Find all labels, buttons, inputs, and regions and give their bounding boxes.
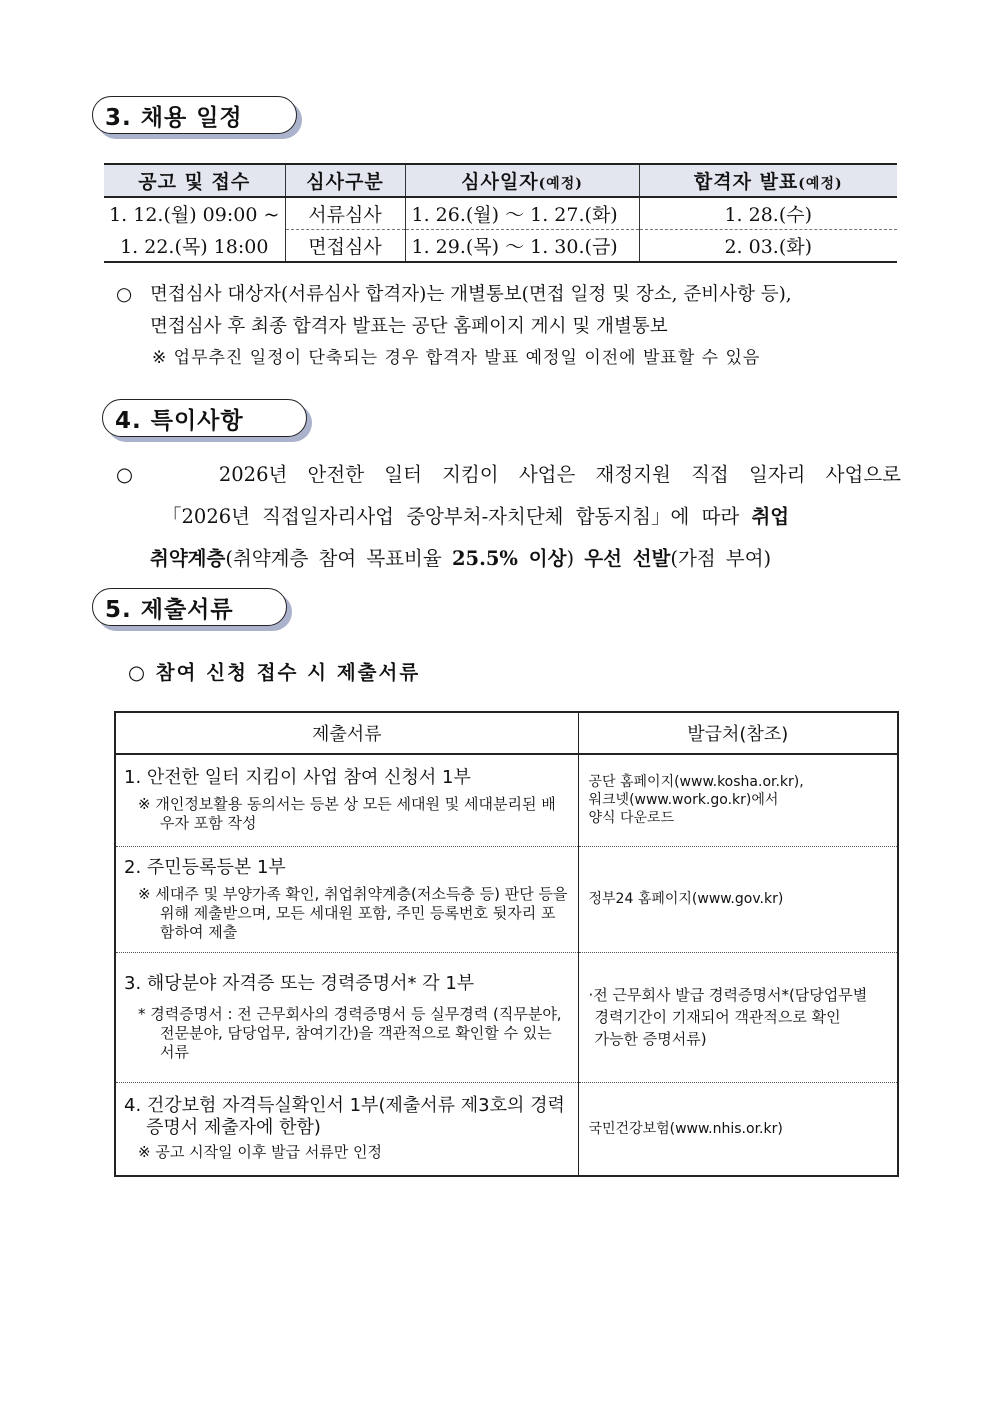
issuer-cell bbox=[578, 754, 898, 846]
section-3-heading bbox=[92, 96, 297, 134]
document-note: ※ 세대주 및 부양가족 확인, 취업취약계층(저소득층 등) 판단 등을 위해 제출받으며, 모든 세대원 포함, 주민 등록번호 뒷자리 포함하여 제출 bbox=[138, 884, 568, 941]
documents-table bbox=[114, 711, 899, 1177]
document-title: 2. 주민등록등본 1부 bbox=[124, 856, 286, 878]
sec4-line3d: ) bbox=[566, 547, 585, 570]
document-note: ※ 개인정보활용 동의서는 등본 상 모든 세대원 및 세대분리된 배우자 포함 작성 bbox=[138, 795, 556, 833]
sec4-line3f: (가점 부여) bbox=[670, 547, 772, 570]
sec4-line1-row bbox=[116, 454, 901, 496]
issuer-cell bbox=[578, 1082, 898, 1176]
issuer-line: ·전 근무회사 발급 경력증명서*(담당업무별 bbox=[588, 986, 868, 1004]
document-title: 3. 해당분야 자격증 또는 경력증명서* 각 1부 bbox=[124, 972, 475, 994]
issuer-line: 경력기간이 기재되어 객관적으로 확인 bbox=[594, 1008, 841, 1026]
sec4-line3a: 취약계층 bbox=[150, 547, 226, 570]
documents-header-row bbox=[115, 712, 898, 754]
sec3-bullet-line1: 면접심사 대상자(서류심사 합격자)는 개별통보(면접 일정 및 장소, 준비사항 등), bbox=[150, 284, 792, 305]
header-notice: 공고 및 접수 bbox=[104, 164, 285, 197]
issuer-line: 공단 홈페이지(www.kosha.or.kr), bbox=[588, 774, 804, 791]
document-row bbox=[115, 952, 898, 1082]
header-date-tentative: (예정) bbox=[538, 176, 583, 192]
bullet-mark: ○ bbox=[116, 284, 133, 305]
issuer-line: 워크넷(www.work.go.kr)에서 bbox=[588, 792, 779, 809]
sec4-line2-row bbox=[116, 496, 901, 538]
document-cell bbox=[115, 1082, 578, 1176]
sec4-line2b: 취업 bbox=[751, 505, 790, 528]
sec5-subhead: ○ 참여 신청 접수 시 제출서류 bbox=[128, 661, 421, 684]
sec4-line3c: 25.5% 이상 bbox=[451, 547, 567, 570]
announce-date: 1. 28.(수) bbox=[639, 197, 897, 230]
header-type: 심사구분 bbox=[285, 164, 405, 197]
notice-start: 1. 12.(월) 09:00 ~ bbox=[109, 204, 280, 227]
sec4-line3-row bbox=[116, 538, 901, 580]
issuer-line: 국민건강보험(www.nhis.or.kr) bbox=[588, 1120, 783, 1137]
document-title: 1. 안전한 일터 지킴이 사업 참여 신청서 1부 bbox=[124, 767, 471, 789]
sec4-line1: 2026년 안전한 일터 지킴이 사업은 재정지원 직접 일자리 사업으로 bbox=[218, 463, 901, 486]
header-announce bbox=[639, 164, 897, 197]
issuer-line: 가능한 증명서류) bbox=[594, 1030, 707, 1048]
sec4-paragraph bbox=[116, 454, 901, 580]
document-row bbox=[115, 846, 898, 952]
section-4-title: 4. 특이사항 bbox=[115, 407, 244, 434]
section-5-heading bbox=[92, 588, 287, 626]
section-3-title: 3. 채용 일정 bbox=[105, 104, 243, 131]
schedule-header-row bbox=[104, 164, 897, 197]
document-note: ※ 공고 시작일 이후 발급 서류만 인정 bbox=[138, 1143, 383, 1162]
schedule-row bbox=[104, 197, 897, 230]
review-date: 1. 29.(목) ～ 1. 30.(금) bbox=[405, 230, 639, 263]
announce-date: 2. 03.(화) bbox=[639, 230, 897, 263]
document-title: 4. 건강보험 자격득실확인서 1부(제출서류 제3호의 경력증명서 제출자에 한함) bbox=[124, 1095, 565, 1139]
review-type: 면접심사 bbox=[285, 230, 405, 263]
document-cell bbox=[115, 754, 578, 846]
sec3-bullet bbox=[116, 279, 792, 343]
schedule-row bbox=[104, 230, 897, 263]
document-row bbox=[115, 1082, 898, 1176]
document-cell bbox=[115, 952, 578, 1082]
header-announce-tentative: (예정) bbox=[798, 176, 843, 192]
section-4-heading bbox=[102, 399, 307, 437]
header-date bbox=[405, 164, 639, 197]
issuer-line: 양식 다운로드 bbox=[588, 810, 675, 827]
schedule-table bbox=[104, 163, 897, 263]
sec4-line2a: 「2026년 직접일자리사업 중앙부처-자치단체 합동지침」에 따라 bbox=[162, 505, 752, 528]
header-date-label: 심사일자 bbox=[461, 171, 539, 193]
document-note: * 경력증명서 : 전 근무회사의 경력증명서 등 실무경력 (직무분야, 전문분야, 담당업무, 참여기간)을 객관적으로 확인할 수 있는 서류 bbox=[138, 1004, 562, 1061]
issuer-line: 정부24 홈페이지(www.gov.kr) bbox=[588, 891, 784, 907]
header-issuer: 발급처(참조) bbox=[578, 712, 898, 754]
sec4-line3b: (취약계층 참여 목표비율 bbox=[225, 547, 452, 570]
issuer-cell bbox=[578, 952, 898, 1082]
section-5-title: 5. 제출서류 bbox=[105, 596, 234, 623]
document-cell bbox=[115, 846, 578, 952]
document-row bbox=[115, 754, 898, 846]
header-announce-label: 합격자 발표 bbox=[693, 171, 799, 193]
review-date: 1. 26.(월) ～ 1. 27.(화) bbox=[405, 197, 639, 230]
bullet-mark: ○ bbox=[116, 463, 134, 486]
sec3-bullet-line2: 면접심사 후 최종 합격자 발표는 공단 홈페이지 게시 및 개별통보 bbox=[150, 316, 668, 337]
header-document: 제출서류 bbox=[115, 712, 578, 754]
notice-end: 1. 22.(목) 18:00 bbox=[104, 230, 285, 263]
sec4-line3e: 우선 선발 bbox=[584, 547, 671, 570]
sec3-note: ※ 업무추진 일정이 단축되는 경우 합격자 발표 예정일 이전에 발표할 수 있음 bbox=[152, 348, 761, 368]
issuer-cell bbox=[578, 846, 898, 952]
review-type: 서류심사 bbox=[285, 197, 405, 230]
